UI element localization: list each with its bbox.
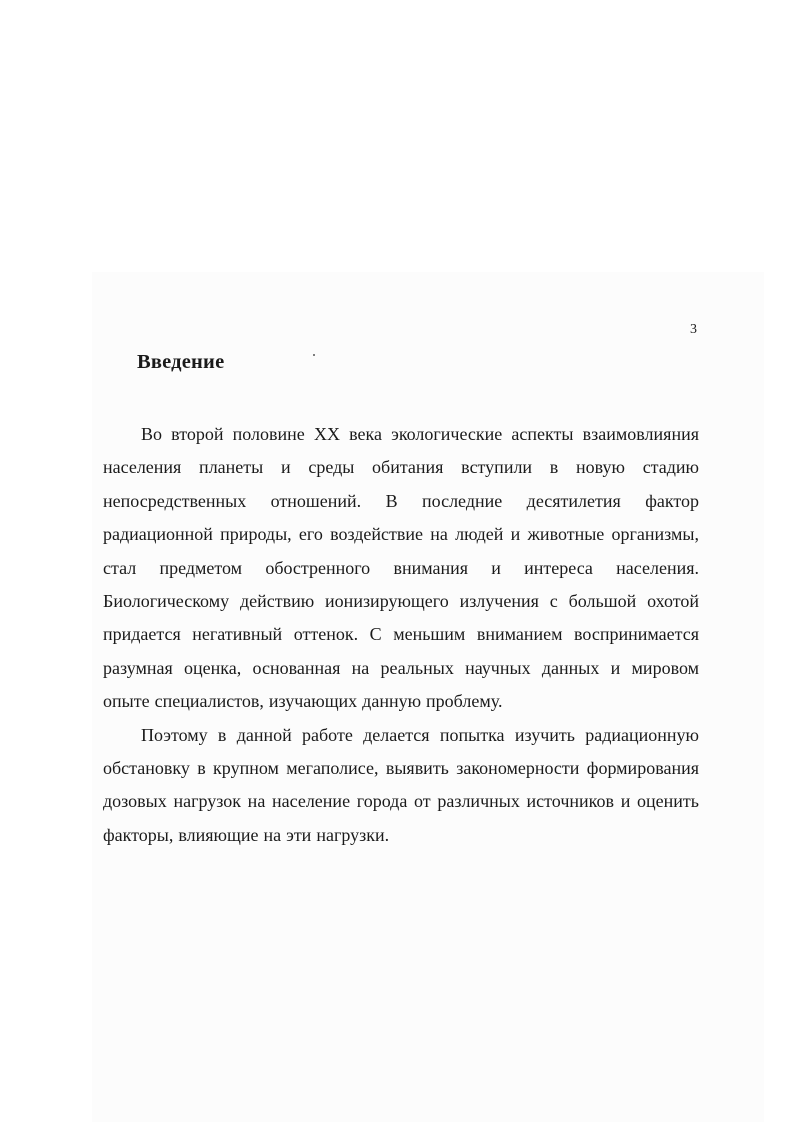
page-number: 3 bbox=[690, 322, 697, 337]
scan-artifact bbox=[313, 354, 315, 356]
paragraph-1: Во второй половине XX века экологические аспекты взаимовлияния населения планеты и среды обитания вступили в новую стадию непосредственных отношений. В последние десятилетия фактор радиационной природы, его воздействие на людей и животные организмы, стал предметом обостренного внимания и интереса населения. Биологическому действию ионизирующего излучения с большой охотой придается негативный оттенок. С меньшим вниманием воспринимается разумная оценка, основанная на реальных научных данных и мировом опыте специалистов, изучающих данную проблему. bbox=[103, 424, 699, 712]
section-heading: Введение bbox=[137, 351, 225, 373]
body-text bbox=[103, 418, 699, 852]
paragraph-2: Поэтому в данной работе делается попытка изучить радиационную обстановку в крупном мегаполисе, выявить закономерности формирования дозовых нагрузок на население города от различных источников и оценить факторы, влияющие на эти нагрузки. bbox=[103, 724, 699, 845]
